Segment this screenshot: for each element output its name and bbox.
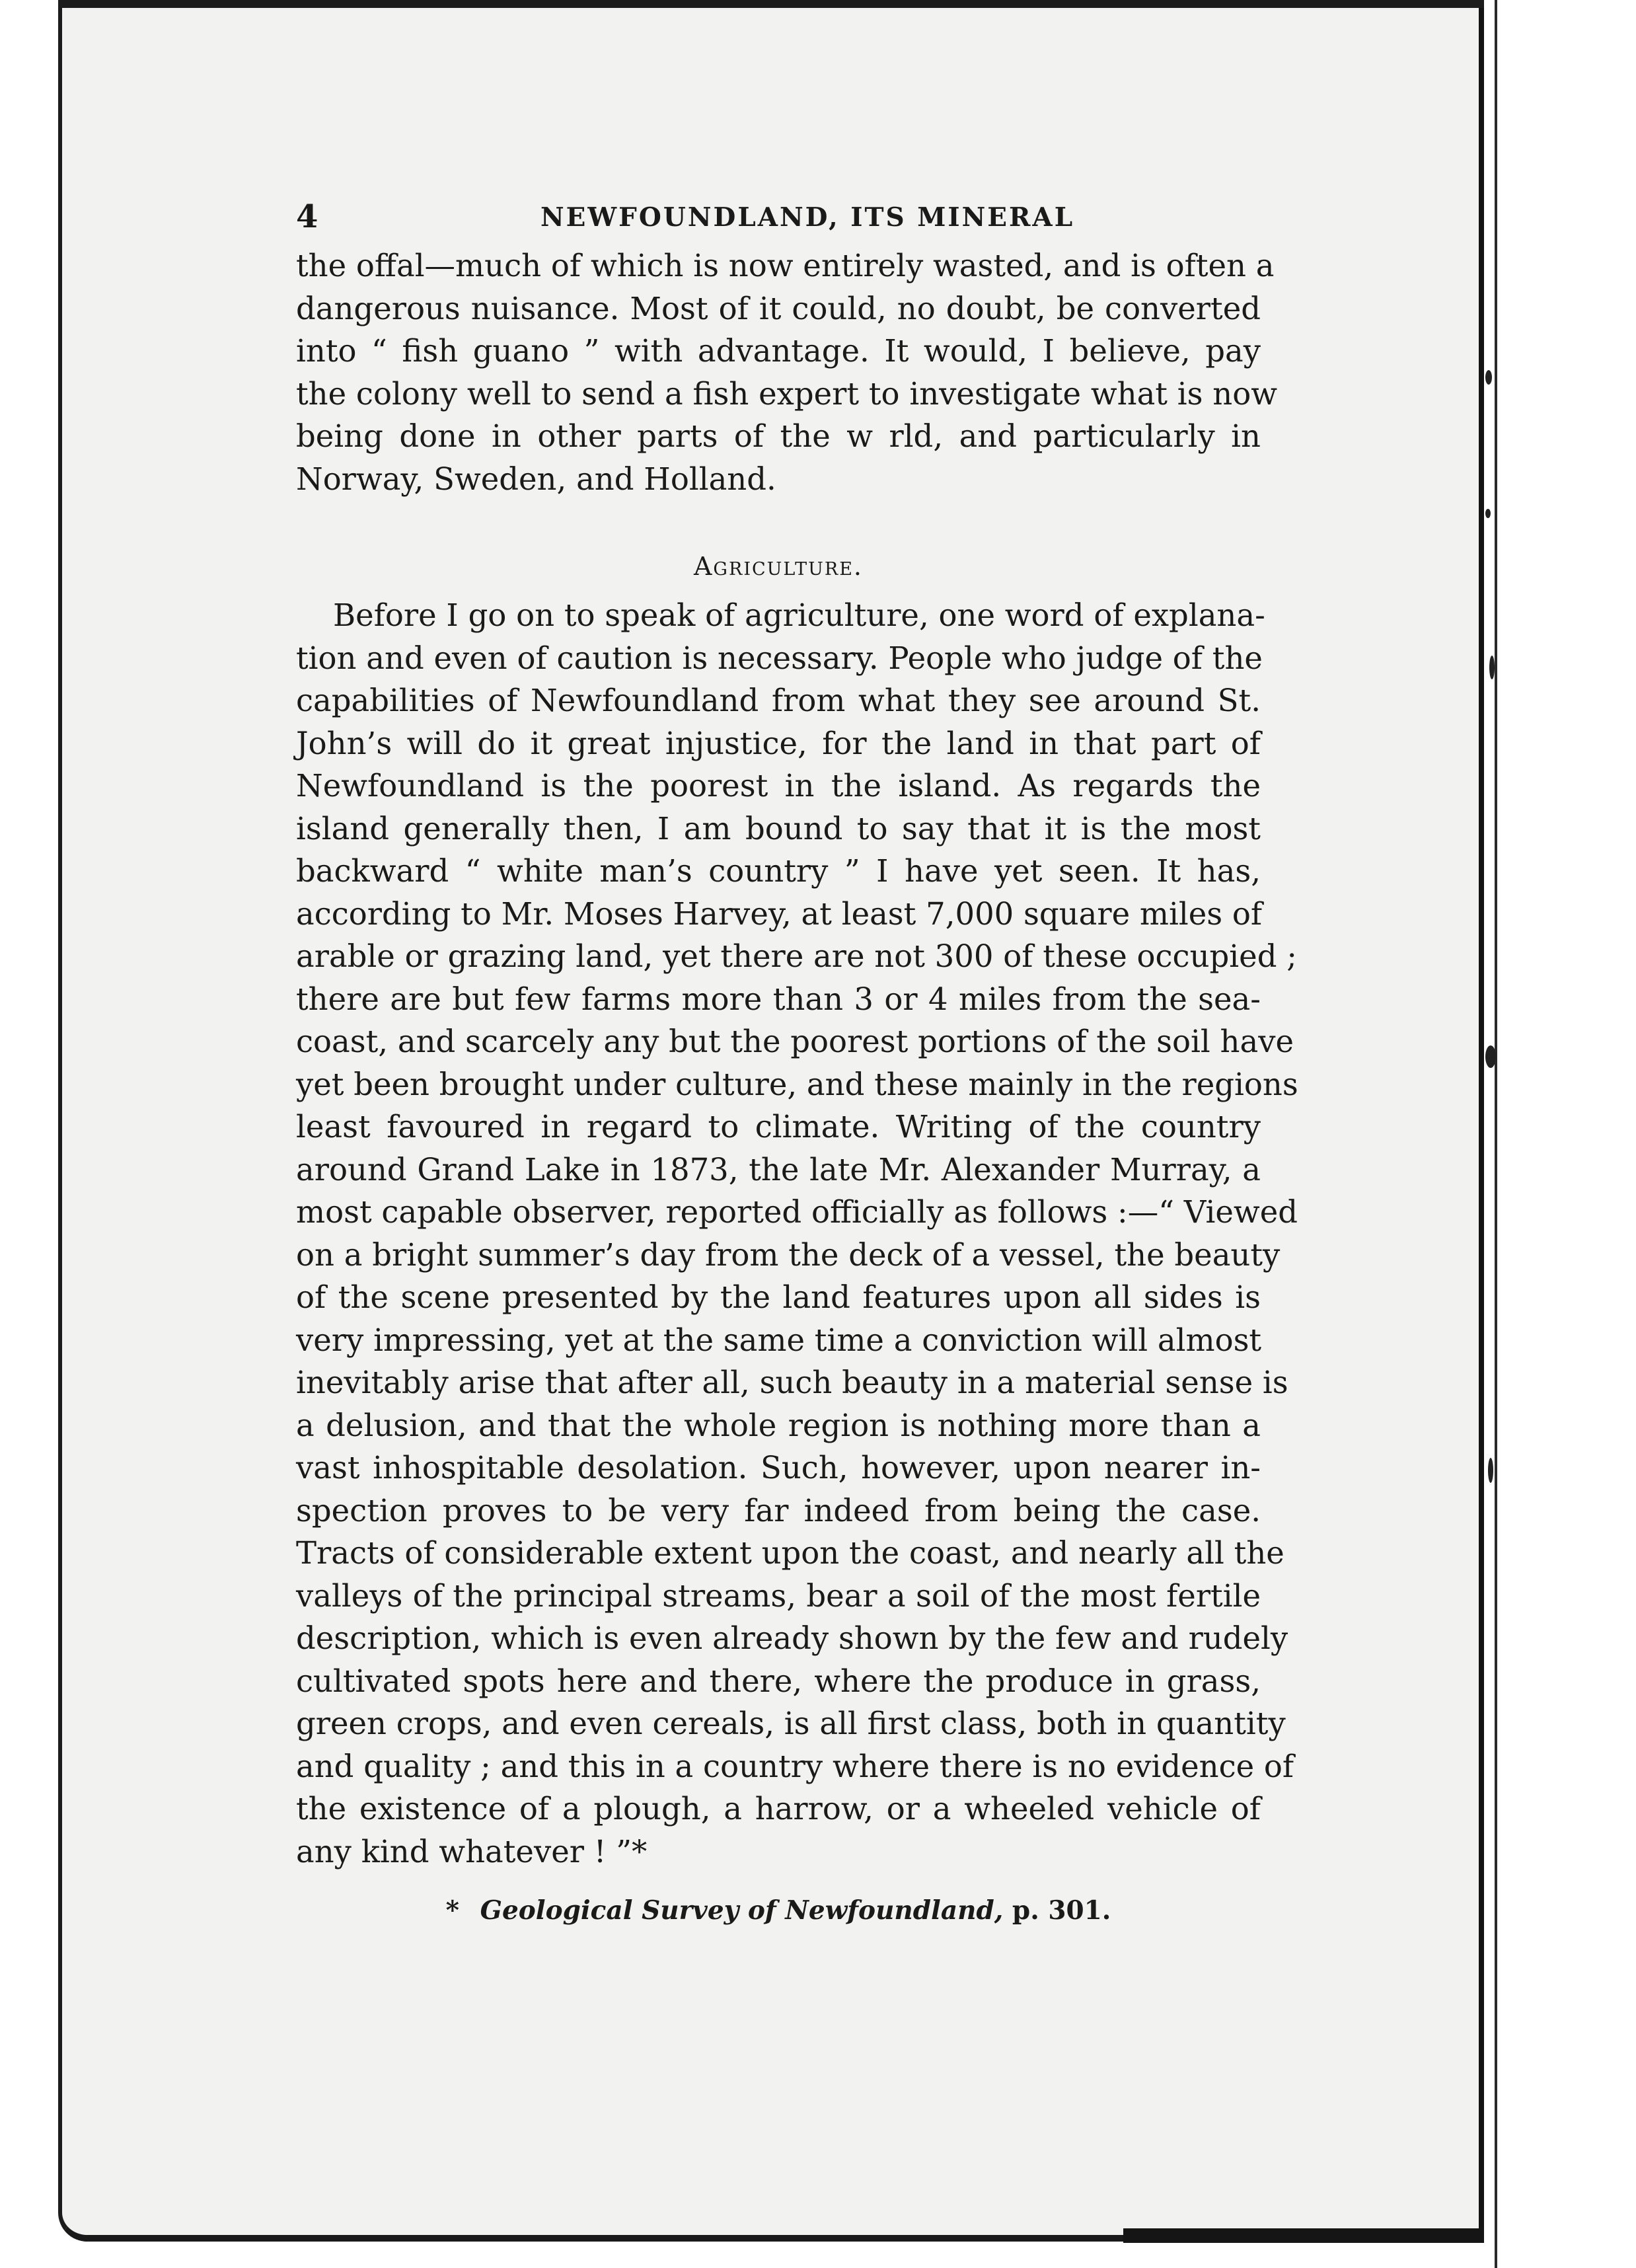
- page-number: 4: [296, 198, 318, 235]
- text-line: valleys of the principal streams, bear a soil of the most fertile: [296, 1577, 1261, 1614]
- paragraph-fish-offal: [296, 245, 1278, 500]
- footnote-marker: *: [445, 1895, 460, 1926]
- text-line: very impressing, yet at the same time a conviction will almost: [296, 1322, 1262, 1358]
- text-line: vast inhospitable desolation. Such, however, upon nearer in-: [296, 1450, 1261, 1486]
- text-line: backward “ white man’s country ” I have yet seen. It has,: [296, 853, 1261, 889]
- page-bottom-edge: [1123, 2228, 1493, 2243]
- text-line: Newfoundland is the poorest in the island. As regards the: [296, 768, 1261, 804]
- text-line: green crops, and even cereals, is all first class, both in quantity: [296, 1706, 1286, 1741]
- margin-mark: [1485, 370, 1492, 385]
- text-line: the existence of a plough, a harrow, or a wheeled vehicle of: [296, 1791, 1261, 1827]
- margin-mark: [1485, 1045, 1496, 1068]
- text-line: cultivated spots here and there, where the produce in grass,: [296, 1663, 1261, 1699]
- margin-mark: [1488, 1458, 1493, 1483]
- text-line: most capable observer, reported officially as follows :—“ Viewed: [296, 1194, 1298, 1230]
- text-line: capabilities of Newfoundland from what they see around St.: [296, 683, 1261, 718]
- text-line: dangerous nuisance. Most of it could, no doubt, be converted: [296, 290, 1261, 326]
- text-line: Norway, Sweden, and Holland.: [296, 461, 776, 497]
- text-line: island generally then, I am bound to say that it is the most: [296, 810, 1261, 847]
- text-line: according to Mr. Moses Harvey, at least 7,000 square miles of: [296, 895, 1263, 932]
- text-line: arable or grazing land, yet there are not 300 of these occupied ;: [296, 938, 1297, 974]
- text-line: least favoured in regard to climate. Writing of the country: [296, 1109, 1261, 1145]
- text-line: Tracts of considerable extent upon the coast, and nearly all the: [296, 1535, 1284, 1571]
- running-head: [296, 198, 1261, 245]
- margin-mark: [1485, 509, 1491, 518]
- page-top-edge: [58, 0, 1484, 8]
- text-line: there are but few farms more than 3 or 4 miles from the sea-: [296, 981, 1261, 1017]
- text-line: any kind whatever ! ”*: [296, 1833, 648, 1870]
- section-heading: Agriculture.: [693, 552, 864, 581]
- page-text: [296, 198, 1298, 1926]
- text-line: John’s will do it great injustice, for the land in that part of: [296, 725, 1261, 761]
- text-line: description, which is even already shown by the few and rudely: [296, 1620, 1288, 1656]
- text-line: being done in other parts of the w rld, and particularly in: [296, 418, 1261, 454]
- text-line: of the scene presented by the land features upon all sides is: [296, 1279, 1261, 1315]
- footnote: [296, 1895, 1261, 1926]
- facing-page-edge: [1495, 0, 1497, 2268]
- text-line: on a bright summer’s day from the deck of a vessel, the beauty: [296, 1236, 1281, 1273]
- paragraph-agriculture: [296, 594, 1298, 1873]
- footnote-page-ref: p. 301.: [1012, 1895, 1111, 1926]
- footnote-source-title: Geological Survey of Newfoundland,: [480, 1895, 1004, 1926]
- text-line: inevitably arise that after all, such beauty in a material sense is: [296, 1365, 1288, 1400]
- text-line: Before I go on to speak of agriculture, one word of explana-: [333, 597, 1265, 633]
- text-line: coast, and scarcely any but the poorest portions of the soil have: [296, 1024, 1294, 1059]
- running-head-title: NEWFOUNDLAND, ITS MINERAL: [540, 202, 1075, 233]
- text-line: into “ fish guano ” with advantage. It would, I believe, pay: [296, 333, 1261, 369]
- text-line: a delusion, and that the whole region is nothing more than a: [296, 1407, 1261, 1443]
- margin-mark: [1489, 656, 1495, 679]
- text-line: and quality ; and this in a country where there is no evidence of: [296, 1748, 1294, 1784]
- text-line: tion and even of caution is necessary. People who judge of the: [296, 640, 1263, 676]
- text-line: around Grand Lake in 1873, the late Mr. Alexander Murray, a: [296, 1151, 1261, 1188]
- text-line: the offal—much of which is now entirely wasted, and is often a: [296, 248, 1275, 284]
- facing-page-strip: [1484, 0, 1636, 2268]
- text-line: the colony well to send a fish expert to investigate what is now: [296, 375, 1278, 412]
- text-line: yet been brought under culture, and these mainly in the regions: [296, 1066, 1298, 1102]
- text-line: spection proves to be very far indeed from being the case.: [296, 1492, 1261, 1529]
